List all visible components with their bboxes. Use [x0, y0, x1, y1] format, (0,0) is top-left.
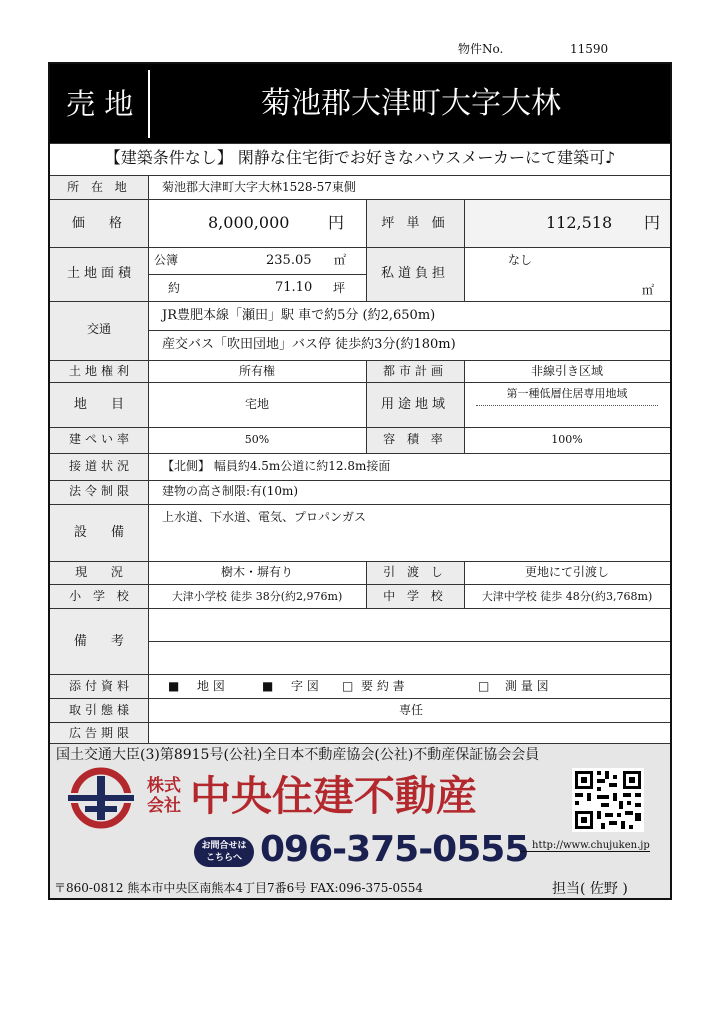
attachment-mark-summary: □: [342, 679, 354, 693]
rule: [50, 143, 670, 144]
private-road-unit: ㎡: [642, 283, 655, 297]
rule: [50, 608, 670, 609]
facilities-label: 設 備: [73, 525, 135, 540]
zoning-label: 用途地域: [380, 397, 450, 412]
rule: [50, 674, 670, 675]
rule: [50, 199, 670, 200]
facilities-value: 上水道、下水道、電気、プロパンガス: [162, 510, 367, 524]
approx-unit: 坪: [333, 281, 346, 295]
transaction-label: 取引態様: [68, 703, 134, 717]
rule: [50, 247, 670, 248]
rule: [50, 561, 670, 562]
registry-label: 公簿: [154, 253, 179, 267]
attachment-name-survey: 測 量 図: [505, 679, 549, 693]
rule: [464, 199, 465, 301]
registry-value: 235.05: [266, 253, 312, 268]
floor-ratio-value: 100%: [551, 433, 583, 446]
rule: [50, 360, 670, 361]
rule: [50, 743, 670, 744]
category-label: 売 地: [66, 87, 134, 121]
land-area-label: 土地面積: [66, 266, 136, 281]
junior-high-label: 中 学 校: [383, 589, 447, 603]
attachment-mark-survey: □: [478, 679, 490, 693]
rule: [50, 175, 670, 176]
price-unit: 円: [328, 213, 345, 232]
floor-ratio-label: 容 積 率: [383, 432, 447, 446]
company-logo-icon: [66, 766, 136, 830]
junior-high-value: 大津中学校 徒歩 48分(約3,768m): [481, 590, 653, 603]
price-value: 8,000,000: [208, 213, 290, 232]
rule: [148, 175, 149, 743]
price-label: 価 格: [71, 216, 133, 231]
city-plan-value: 非線引き区域: [530, 364, 604, 378]
elementary-value: 大津小学校 徒歩 38分(約2,976m): [171, 590, 343, 603]
rule-area-mid: [148, 274, 366, 275]
ad-period-label: 広告期限: [68, 726, 134, 740]
coverage-label: 建ぺい率: [68, 432, 134, 446]
company-name: 中央住建不動産: [190, 772, 477, 820]
qr-code-icon: [572, 768, 644, 832]
attachment-name-map: 地 図: [197, 679, 225, 693]
tsubo-price-label: 坪 単 価: [381, 216, 449, 231]
contact-badge-bottom: こちらへ: [205, 853, 242, 863]
zoning-dotted: [476, 405, 658, 406]
license-text: 国土交通大臣(3)第8915号(公社)全日本不動産協会(公社)不動産保証協会会員: [56, 747, 540, 763]
title-divider: [148, 70, 150, 138]
property-no: 11590: [570, 42, 609, 56]
rule: [50, 427, 670, 428]
attachment-mark-plot: ■: [262, 679, 274, 693]
regulations-value: 建物の高さ制限:有(10m): [162, 484, 299, 498]
location-label: 所 在 地: [67, 180, 131, 194]
location-value: 菊池郡大津町大字大林1528-57東側: [162, 180, 356, 194]
delivery-value: 更地にて引渡し: [524, 565, 610, 579]
delivery-label: 引 渡 し: [383, 565, 447, 579]
page-title: 菊池郡大津町大字大林: [261, 86, 561, 121]
company-type: [146, 776, 182, 816]
land-rights-label: 土地権利: [68, 364, 134, 378]
rule: [50, 301, 670, 302]
rule: [50, 722, 670, 723]
private-road-label: 私道負担: [380, 266, 450, 281]
city-plan-label: 都市計画: [382, 364, 448, 378]
tsubo-price-value: 112,518: [546, 213, 613, 232]
transport-line1: JR豊肥本線「瀬田」駅 車で約5分 (約2,650m): [162, 308, 436, 323]
land-category-value: 宅地: [244, 397, 270, 411]
attachment-name-summary: 要 約 書: [361, 679, 405, 693]
zoning-value: 第一種低層住居専用地域: [506, 387, 628, 400]
attachment-name-plot: 字 図: [291, 679, 319, 693]
contact-badge-top: お問合せは: [201, 841, 247, 851]
company-type-bottom: 会社: [147, 796, 181, 816]
approx-label: 約: [168, 281, 181, 295]
rule: [50, 480, 670, 481]
rule: [50, 453, 670, 454]
rule: [50, 504, 670, 505]
current-label: 現 況: [75, 565, 133, 579]
staff-name: 担当( 佐野 ): [552, 881, 628, 897]
regulations-label: 法令制限: [68, 484, 134, 498]
phone-number[interactable]: 096-375-0555: [260, 829, 529, 870]
land-rights-value: 所有権: [238, 364, 276, 378]
registry-unit: ㎡: [334, 253, 347, 267]
rule: [366, 360, 367, 453]
rule: [366, 199, 367, 301]
rule: [50, 584, 670, 585]
rule: [464, 561, 465, 608]
attachment-mark-map: ■: [168, 679, 180, 693]
road-access-value: 【北側】 幅員約4.5m公道に約12.8m接面: [162, 459, 391, 473]
property-no-label: 物件No.: [458, 42, 504, 56]
elementary-label: 小 学 校: [69, 589, 133, 603]
road-access-label: 接道状況: [68, 459, 134, 473]
transport-line2: 産交バス「吹田団地」バス停 徒歩約3分(約180m): [162, 337, 456, 352]
property-sheet: [48, 62, 672, 900]
rule: [50, 698, 670, 699]
rule: [366, 561, 367, 608]
transaction-value: 専任: [398, 703, 424, 717]
remarks-label: 備 考: [73, 634, 135, 649]
rule-transport-mid: [148, 330, 670, 331]
current-value: 樹木・塀有り: [220, 565, 294, 579]
rule: [464, 360, 465, 453]
company-type-top: 株式: [147, 776, 181, 796]
tsubo-price-unit: 円: [644, 213, 661, 232]
contact-badge: [194, 837, 254, 867]
coverage-value: 50%: [244, 433, 270, 446]
approx-value: 71.10: [275, 280, 313, 295]
company-address: 〒860-0812 熊本市中央区南熊本4丁目7番6号 FAX:096-375-0554: [54, 881, 424, 895]
rule: [50, 382, 670, 383]
transport-label: 交通: [86, 322, 112, 336]
website-link[interactable]: http://www.chujuken.jp: [520, 841, 650, 852]
headline: 【建築条件なし】 閑静な住宅街でお好きなハウスメーカーにて建築可♪: [104, 148, 616, 167]
land-category-label: 地 目: [73, 397, 135, 412]
private-road-value: なし: [508, 253, 533, 267]
attachments-label: 添付資料: [68, 679, 134, 693]
rule-remarks-mid: [148, 641, 670, 642]
